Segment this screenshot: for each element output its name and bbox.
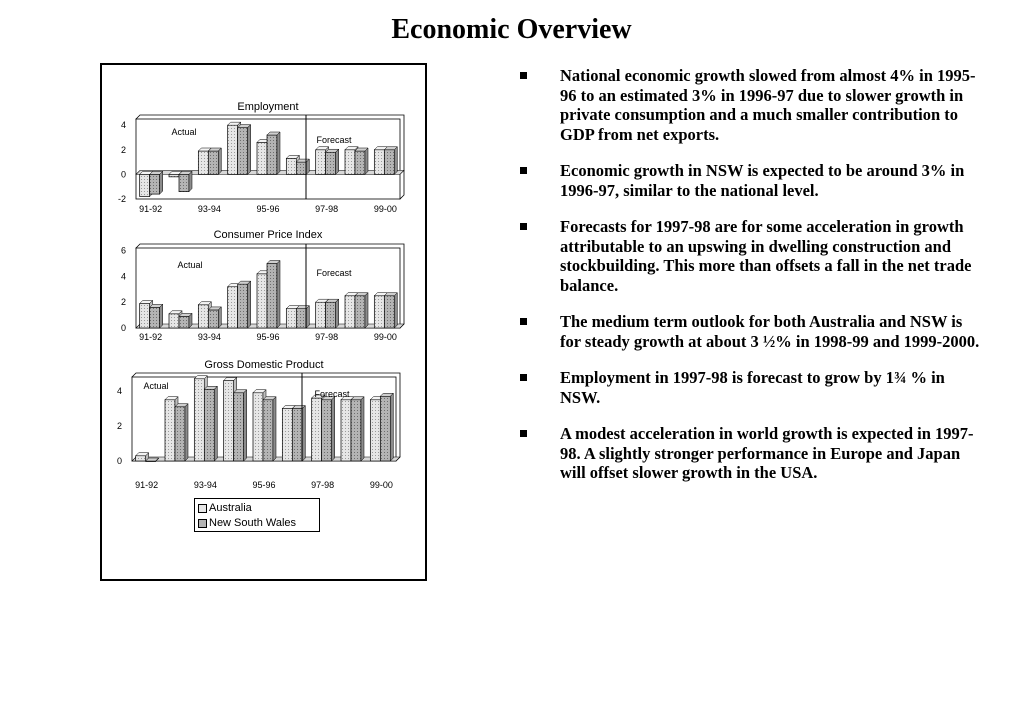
bar-nsw (296, 309, 306, 328)
y-tick-label: -2 (117, 194, 126, 204)
x-tick-label: 95-96 (256, 332, 280, 342)
bullet-text: Employment in 1997-98 is forecast to grow by 1¾ % in NSW. (560, 368, 945, 407)
legend-label-australia: Australia (209, 502, 252, 514)
chart-legend (194, 498, 320, 532)
annotation-actual: Actual (177, 260, 203, 270)
bar-side (248, 125, 251, 175)
chart-title: Employment (237, 101, 299, 113)
legend-swatch-nsw (198, 519, 207, 528)
x-tick-label: 97-98 (315, 204, 339, 214)
legend-item-nsw (198, 516, 296, 530)
bar-nsw (292, 409, 302, 462)
chart-title: Gross Domestic Product (204, 359, 324, 371)
bar-nsw (380, 396, 390, 461)
x-tick-label: 97-98 (311, 480, 335, 490)
bar-australia (198, 305, 208, 328)
bar-nsw (208, 151, 218, 174)
legend-item-australia (198, 501, 252, 515)
bar-australia (286, 158, 296, 174)
bar-australia (312, 398, 322, 461)
annotation-actual: Actual (171, 127, 197, 137)
bar-australia (169, 174, 179, 176)
bar-nsw (179, 316, 189, 328)
bar-nsw (238, 284, 248, 328)
bar-side (214, 386, 217, 461)
bullet-square-icon (520, 318, 527, 325)
y-tick-label: 2 (116, 421, 122, 431)
annotation-forecast: Forecast (316, 135, 352, 145)
chart-panel (100, 63, 427, 581)
bar-australia (165, 400, 175, 461)
bullet-square-icon (520, 223, 527, 230)
bar-side (332, 397, 335, 461)
chart-title: Consumer Price Index (213, 229, 323, 241)
bar-side (336, 149, 339, 174)
y-tick-label: 4 (116, 386, 122, 396)
bar-nsw (150, 307, 160, 328)
bullet-square-icon (520, 374, 527, 381)
bar-side (361, 397, 364, 461)
bar-nsw (267, 263, 277, 328)
bar-australia (198, 151, 208, 174)
bar-australia (253, 393, 263, 461)
x-tick-label: 99-00 (369, 480, 393, 490)
bar-nsw (204, 389, 214, 461)
x-tick-label: 97-98 (315, 332, 339, 342)
bullet-text: A modest acceleration in world growth is expected in 1997-98. A slightly stronger performance in Europe and Japan will offset slower growth in the USA. (560, 424, 974, 482)
bar-side (394, 147, 397, 175)
y-tick-label: 4 (120, 120, 126, 131)
bullet-item (520, 424, 980, 483)
bar-side (218, 148, 221, 174)
y-tick-label: 2 (120, 297, 126, 308)
bar-australia (286, 309, 296, 328)
bar-australia (282, 409, 292, 462)
x-tick-label: 95-96 (252, 480, 276, 490)
bar-australia (341, 400, 351, 461)
bar-side (189, 171, 192, 191)
bar-side (160, 304, 163, 328)
x-tick-label: 93-94 (197, 332, 221, 342)
bullet-square-icon (520, 167, 527, 174)
bar-nsw (384, 296, 394, 328)
bar-nsw (296, 162, 306, 174)
bar-side (336, 299, 339, 328)
bar-australia (374, 150, 384, 175)
x-tick-label: 99-00 (373, 204, 397, 214)
bar-australia (374, 296, 384, 328)
y-tick-label: 0 (116, 456, 122, 466)
bar-nsw (263, 400, 273, 461)
bar-nsw (179, 174, 189, 191)
y-tick-label: 2 (120, 144, 126, 155)
bar-australia (169, 314, 179, 328)
bullet-list (520, 66, 980, 500)
bar-australia (345, 150, 355, 175)
bar-australia (228, 125, 238, 174)
annotation-forecast: Forecast (314, 389, 350, 399)
bar-australia (194, 379, 204, 461)
bar-side (273, 397, 276, 461)
bullet-item (520, 161, 980, 200)
bar-side (185, 404, 188, 461)
bar-australia (316, 150, 326, 175)
bar-side (160, 171, 163, 194)
x-tick-label: 93-94 (197, 204, 221, 214)
bar-australia (140, 303, 150, 328)
annotation-forecast: Forecast (316, 268, 352, 278)
x-tick-label: 95-96 (256, 204, 280, 214)
bar-side (277, 260, 280, 328)
bar-nsw (355, 151, 365, 174)
bar-nsw (326, 152, 336, 174)
x-tick-label: 93-94 (193, 480, 217, 490)
bar-side (306, 159, 309, 174)
x-tick-label: 91-92 (139, 332, 163, 342)
bullet-item (520, 312, 980, 351)
bar-side (302, 406, 305, 462)
bullet-item (520, 66, 980, 144)
bullet-text: Economic growth in NSW is expected to be around 3% in 1996-97, similar to the national level. (560, 161, 965, 200)
bullet-item (520, 368, 980, 407)
y-tick-label: 4 (120, 271, 126, 282)
bar-side (394, 293, 397, 328)
bullet-text: National economic growth slowed from almost 4% in 1995-96 to an estimated 3% in 1996-97 due to slower growth in private consumption and a much smaller contribution to GDP from net exports. (560, 66, 976, 144)
bar-nsw (234, 393, 244, 461)
bullet-text: The medium term outlook for both Australia and NSW is for steady growth at about 3 ½% in 1998-99 and 1999-2000. (560, 312, 980, 351)
bar-side (248, 281, 251, 328)
bar-nsw (326, 302, 336, 328)
bar-australia (228, 287, 238, 328)
bar-australia (224, 381, 234, 462)
bar-nsw (322, 400, 332, 461)
bullet-text: Forecasts for 1997-98 are for some acceleration in growth attributable to an upswing in dwelling construction and stockbuilding. This more than offsets a fall in the net trade balance. (560, 217, 972, 295)
bar-australia (140, 174, 150, 196)
bullet-item (520, 217, 980, 295)
bar-australia (257, 142, 267, 174)
bar-australia (316, 302, 326, 328)
bar-nsw (238, 128, 248, 175)
bar-nsw (150, 174, 160, 194)
y-tick-label: 6 (120, 245, 126, 256)
legend-swatch-australia (198, 504, 207, 513)
bar-australia (257, 274, 267, 328)
bar-australia (370, 400, 380, 461)
legend-label-nsw: New South Wales (209, 517, 297, 529)
bar-australia (345, 296, 355, 328)
annotation-actual: Actual (143, 381, 169, 391)
y-tick-label: 0 (120, 169, 126, 180)
bar-side (365, 293, 368, 328)
bar-nsw (351, 400, 361, 461)
bar-side (218, 307, 221, 328)
bar-side (277, 132, 280, 174)
bar-side (365, 148, 368, 174)
x-tick-label: 91-92 (135, 480, 159, 490)
page-title: Economic Overview (391, 14, 632, 45)
bar-nsw (175, 407, 185, 461)
bar-nsw (208, 310, 218, 328)
bullet-square-icon (520, 430, 527, 437)
bar-side (390, 393, 393, 461)
bar-side (306, 306, 309, 328)
bar-nsw (355, 296, 365, 328)
x-tick-label: 91-92 (139, 204, 163, 214)
bar-side (244, 390, 247, 461)
bar-nsw (384, 150, 394, 175)
y-tick-label: 0 (120, 323, 126, 333)
bullet-square-icon (520, 72, 527, 79)
bar-australia (136, 456, 146, 461)
bar-nsw (267, 135, 277, 174)
x-tick-label: 99-00 (373, 332, 397, 342)
